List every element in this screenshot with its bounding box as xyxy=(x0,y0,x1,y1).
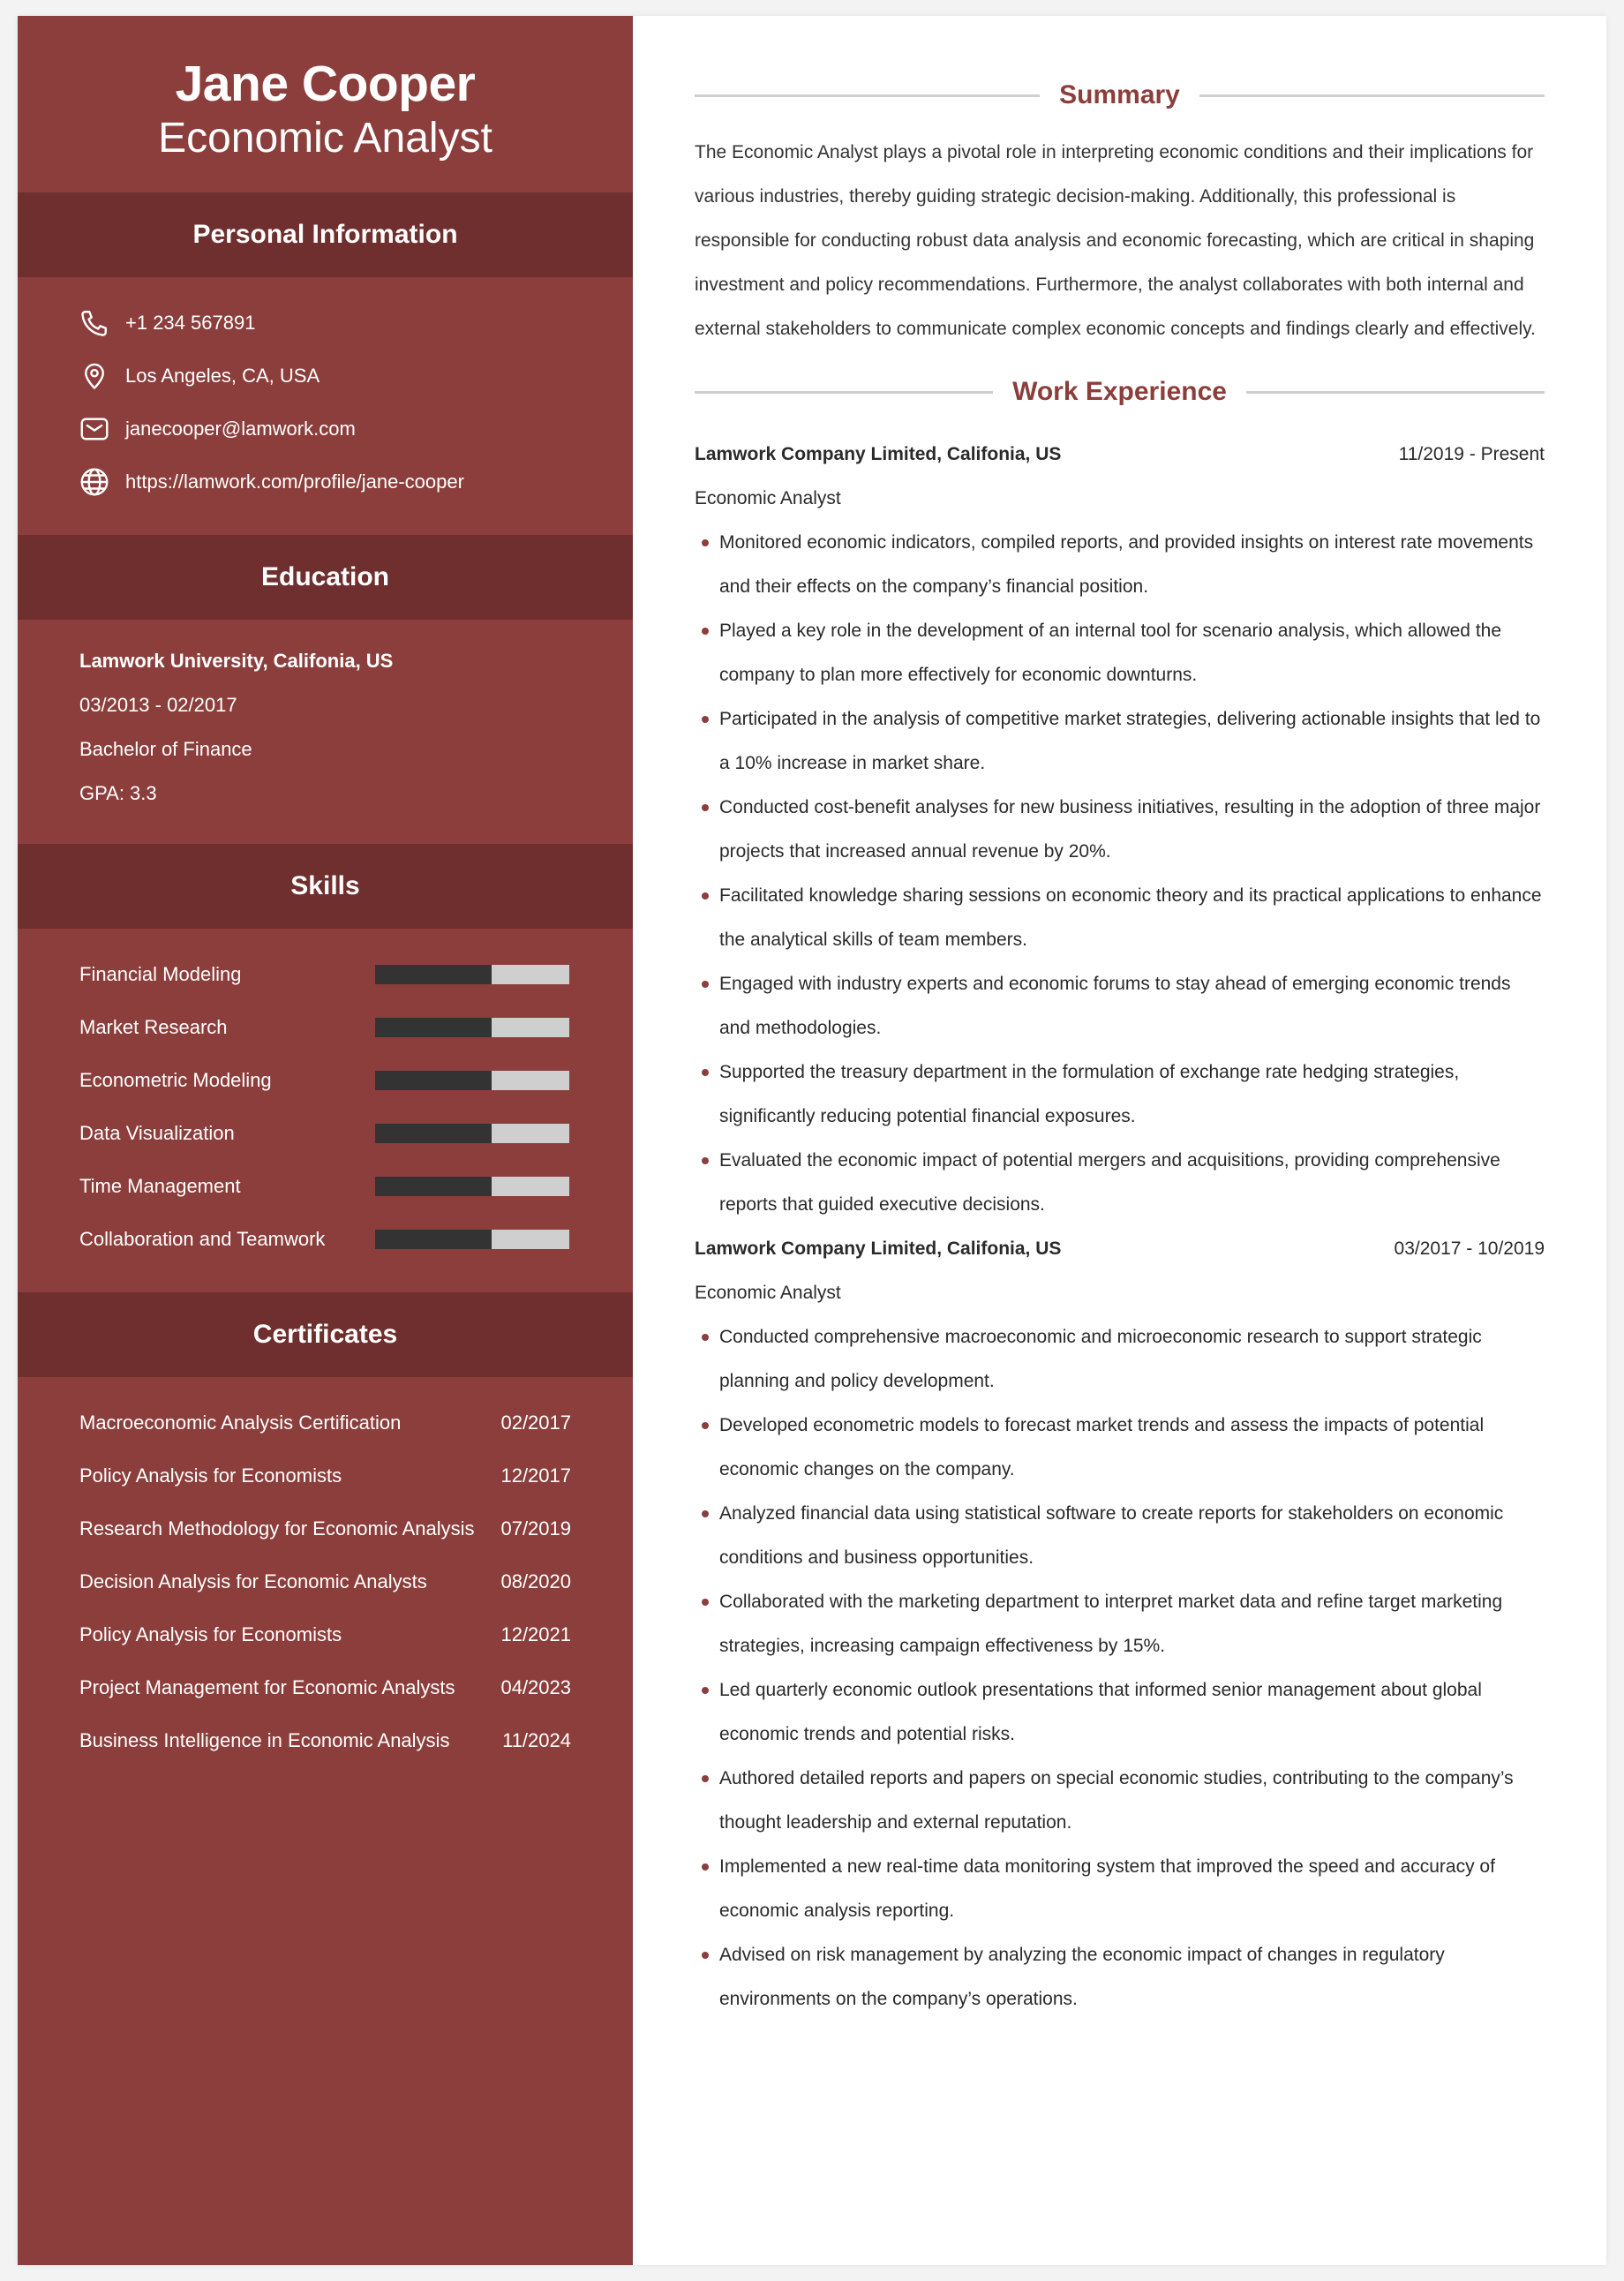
job-dates: 03/2017 - 10/2019 xyxy=(1394,1238,1545,1259)
divider xyxy=(1246,391,1545,394)
skill-level-fill xyxy=(375,1124,492,1143)
skill-level-bar xyxy=(375,1177,569,1196)
candidate-title: Economic Analyst xyxy=(158,114,492,162)
certificate-date: 08/2020 xyxy=(500,1570,571,1592)
summary-heading: Summary xyxy=(1059,80,1180,109)
skill-level-bar xyxy=(375,1124,569,1143)
job-bullet: Advised on risk management by analyzing the economic impact of changes in regulatory environments on the company’s operations. xyxy=(695,1933,1545,2021)
job-company: Lamwork Company Limited, Califonia, US xyxy=(695,1238,1062,1259)
certificate-item xyxy=(18,1449,633,1502)
website-link[interactable]: https://lamwork.com/profile/jane-cooper xyxy=(125,471,464,493)
skill-level-bar xyxy=(375,965,569,984)
job-bullets xyxy=(695,521,1545,1227)
skills-heading: Skills xyxy=(18,844,633,929)
certificate-name: Decision Analysis for Economic Analysts xyxy=(79,1570,427,1592)
skill-level-fill xyxy=(375,1071,492,1090)
job-bullet: Analyzed financial data using statistical software to create reports for stakeholders on economic conditions and business opportunities. xyxy=(695,1492,1545,1580)
education-gpa: GPA: 3.3 xyxy=(79,782,157,804)
job-bullet: Conducted cost-benefit analyses for new business initiatives, resulting in the adoption of three major projects that increased annual revenue by 20%. xyxy=(695,786,1545,874)
sidebar xyxy=(18,16,633,2265)
skill-name: Collaboration and Teamwork xyxy=(79,1228,326,1250)
certificate-item xyxy=(18,1555,633,1608)
skill-name: Financial Modeling xyxy=(79,963,242,985)
skill-level-bar xyxy=(375,1071,569,1090)
job-entry xyxy=(695,433,1545,1227)
certificate-item xyxy=(18,1502,633,1555)
skill-name: Time Management xyxy=(79,1175,241,1197)
globe-icon xyxy=(78,465,111,499)
certificate-item xyxy=(18,1396,633,1449)
skill-level-fill xyxy=(375,1230,492,1249)
experience-heading-row xyxy=(695,367,1545,417)
certificates-list xyxy=(18,1377,633,1794)
certificate-date: 12/2017 xyxy=(500,1464,571,1487)
skill-name: Econometric Modeling xyxy=(79,1069,272,1091)
experience-heading: Work Experience xyxy=(1012,377,1227,406)
summary-text: The Economic Analyst plays a pivotal role in interpreting economic conditions and their implications for various industries, thereby guiding strategic decision-making. Additionally, this professional is responsible for conducting robust data analysis and economic forecasting, which are critical in shaping investment and policy recommendations. Furthermore, the analyst collaborates with both internal and external stakeholders to communicate complex economic concepts and findings clearly and effectively. xyxy=(695,142,1536,339)
phone-text[interactable]: +1 234 567891 xyxy=(125,312,256,334)
job-bullet: Evaluated the economic impact of potential mergers and acquisitions, providing comprehensive reports that guided executive decisions. xyxy=(695,1139,1545,1227)
certificate-item xyxy=(18,1608,633,1661)
divider xyxy=(1199,94,1545,97)
certificate-item xyxy=(18,1661,633,1714)
candidate-name: Jane Cooper xyxy=(175,56,476,112)
skill-level-fill xyxy=(375,965,492,984)
skill-level-fill xyxy=(375,1018,492,1037)
certificate-date: 07/2019 xyxy=(500,1517,571,1539)
skill-name: Data Visualization xyxy=(79,1122,235,1144)
certificates-heading: Certificates xyxy=(18,1292,633,1377)
job-bullet: Played a key role in the development of an internal tool for scenario analysis, which allowed the company to plan more effectively for economic downturns. xyxy=(695,609,1545,697)
job-dates: 11/2019 - Present xyxy=(1398,444,1545,464)
divider xyxy=(695,94,1040,97)
job-bullet: Supported the treasury department in the formulation of exchange rate hedging strategies, significantly reducing potential financial exposures. xyxy=(695,1050,1545,1139)
education-degree: Bachelor of Finance xyxy=(79,738,252,760)
job-bullet: Engaged with industry experts and economic forums to stay ahead of emerging economic trends and methodologies. xyxy=(695,962,1545,1050)
certificate-date: 02/2017 xyxy=(500,1412,571,1434)
job-bullet: Facilitated knowledge sharing sessions on economic theory and its practical applications to enhance the analytical skills of team members. xyxy=(695,874,1545,962)
skill-item xyxy=(18,948,633,1001)
certificate-date: 12/2021 xyxy=(500,1623,571,1645)
job-bullet: Monitored economic indicators, compiled reports, and provided insights on interest rate movements and their effects on the company’s financial position. xyxy=(695,521,1545,609)
job-bullet: Implemented a new real-time data monitoring system that improved the speed and accuracy of economic analysis reporting. xyxy=(695,1845,1545,1933)
job-header xyxy=(695,433,1545,477)
skill-level-fill xyxy=(375,1177,492,1196)
education-block xyxy=(18,620,633,844)
divider xyxy=(695,391,993,394)
job-company: Lamwork Company Limited, Califonia, US xyxy=(695,444,1062,464)
job-bullet: Developed econometric models to forecast market trends and assess the impacts of potential economic changes on the company. xyxy=(695,1404,1545,1492)
job-role: Economic Analyst xyxy=(695,1283,841,1303)
email-row xyxy=(18,403,633,455)
certificate-item xyxy=(18,1714,633,1767)
personal-info-list xyxy=(18,277,633,535)
job-bullet: Participated in the analysis of competitive market strategies, delivering actionable insights that led to a 10% increase in market share. xyxy=(695,697,1545,786)
certificate-name: Policy Analysis for Economists xyxy=(79,1623,342,1645)
main-content xyxy=(695,16,1545,2021)
email-text[interactable]: janecooper@lamwork.com xyxy=(125,418,356,440)
skill-item xyxy=(18,1054,633,1107)
location-row xyxy=(18,350,633,403)
skill-level-bar xyxy=(375,1230,569,1249)
certificate-name: Policy Analysis for Economists xyxy=(79,1464,342,1487)
skill-item xyxy=(18,1160,633,1213)
summary-heading-row xyxy=(695,71,1545,120)
website-row xyxy=(18,455,633,508)
certificate-name: Research Methodology for Economic Analysis xyxy=(79,1517,475,1539)
education-dates: 03/2013 - 02/2017 xyxy=(79,694,237,716)
job-entry xyxy=(695,1227,1545,2021)
resume-page xyxy=(18,16,1606,2265)
location-text: Los Angeles, CA, USA xyxy=(125,365,320,387)
skills-list xyxy=(18,929,633,1292)
job-bullets xyxy=(695,1315,1545,2021)
education-heading: Education xyxy=(18,535,633,620)
personal-info-heading: Personal Information xyxy=(18,192,633,277)
skill-item xyxy=(18,1107,633,1160)
job-bullet: Collaborated with the marketing department to interpret market data and refine target marketing strategies, increasing campaign effectiveness by 15%. xyxy=(695,1580,1545,1668)
skill-item xyxy=(18,1001,633,1054)
location-pin-icon xyxy=(78,359,111,393)
education-school: Lamwork University, Califonia, US xyxy=(79,650,394,672)
certificate-date: 11/2024 xyxy=(502,1729,571,1751)
job-bullet: Conducted comprehensive macroeconomic and microeconomic research to support strategic planning and policy development. xyxy=(695,1315,1545,1404)
job-header xyxy=(695,1227,1545,1271)
mail-icon xyxy=(78,412,111,446)
job-bullet: Authored detailed reports and papers on special economic studies, contributing to the company’s thought leadership and external reputation. xyxy=(695,1757,1545,1845)
phone-row xyxy=(18,297,633,350)
skill-level-bar xyxy=(375,1018,569,1037)
skill-name: Market Research xyxy=(79,1016,228,1038)
certificate-name: Project Management for Economic Analysts xyxy=(79,1676,455,1698)
job-role: Economic Analyst xyxy=(695,488,841,508)
phone-icon xyxy=(78,306,111,340)
job-bullet: Led quarterly economic outlook presentations that informed senior management about global economic trends and potential risks. xyxy=(695,1668,1545,1757)
certificate-name: Macroeconomic Analysis Certification xyxy=(79,1412,402,1434)
certificate-date: 04/2023 xyxy=(500,1676,571,1698)
resume-header xyxy=(18,16,633,192)
certificate-name: Business Intelligence in Economic Analysis xyxy=(79,1729,450,1751)
skill-item xyxy=(18,1213,633,1266)
